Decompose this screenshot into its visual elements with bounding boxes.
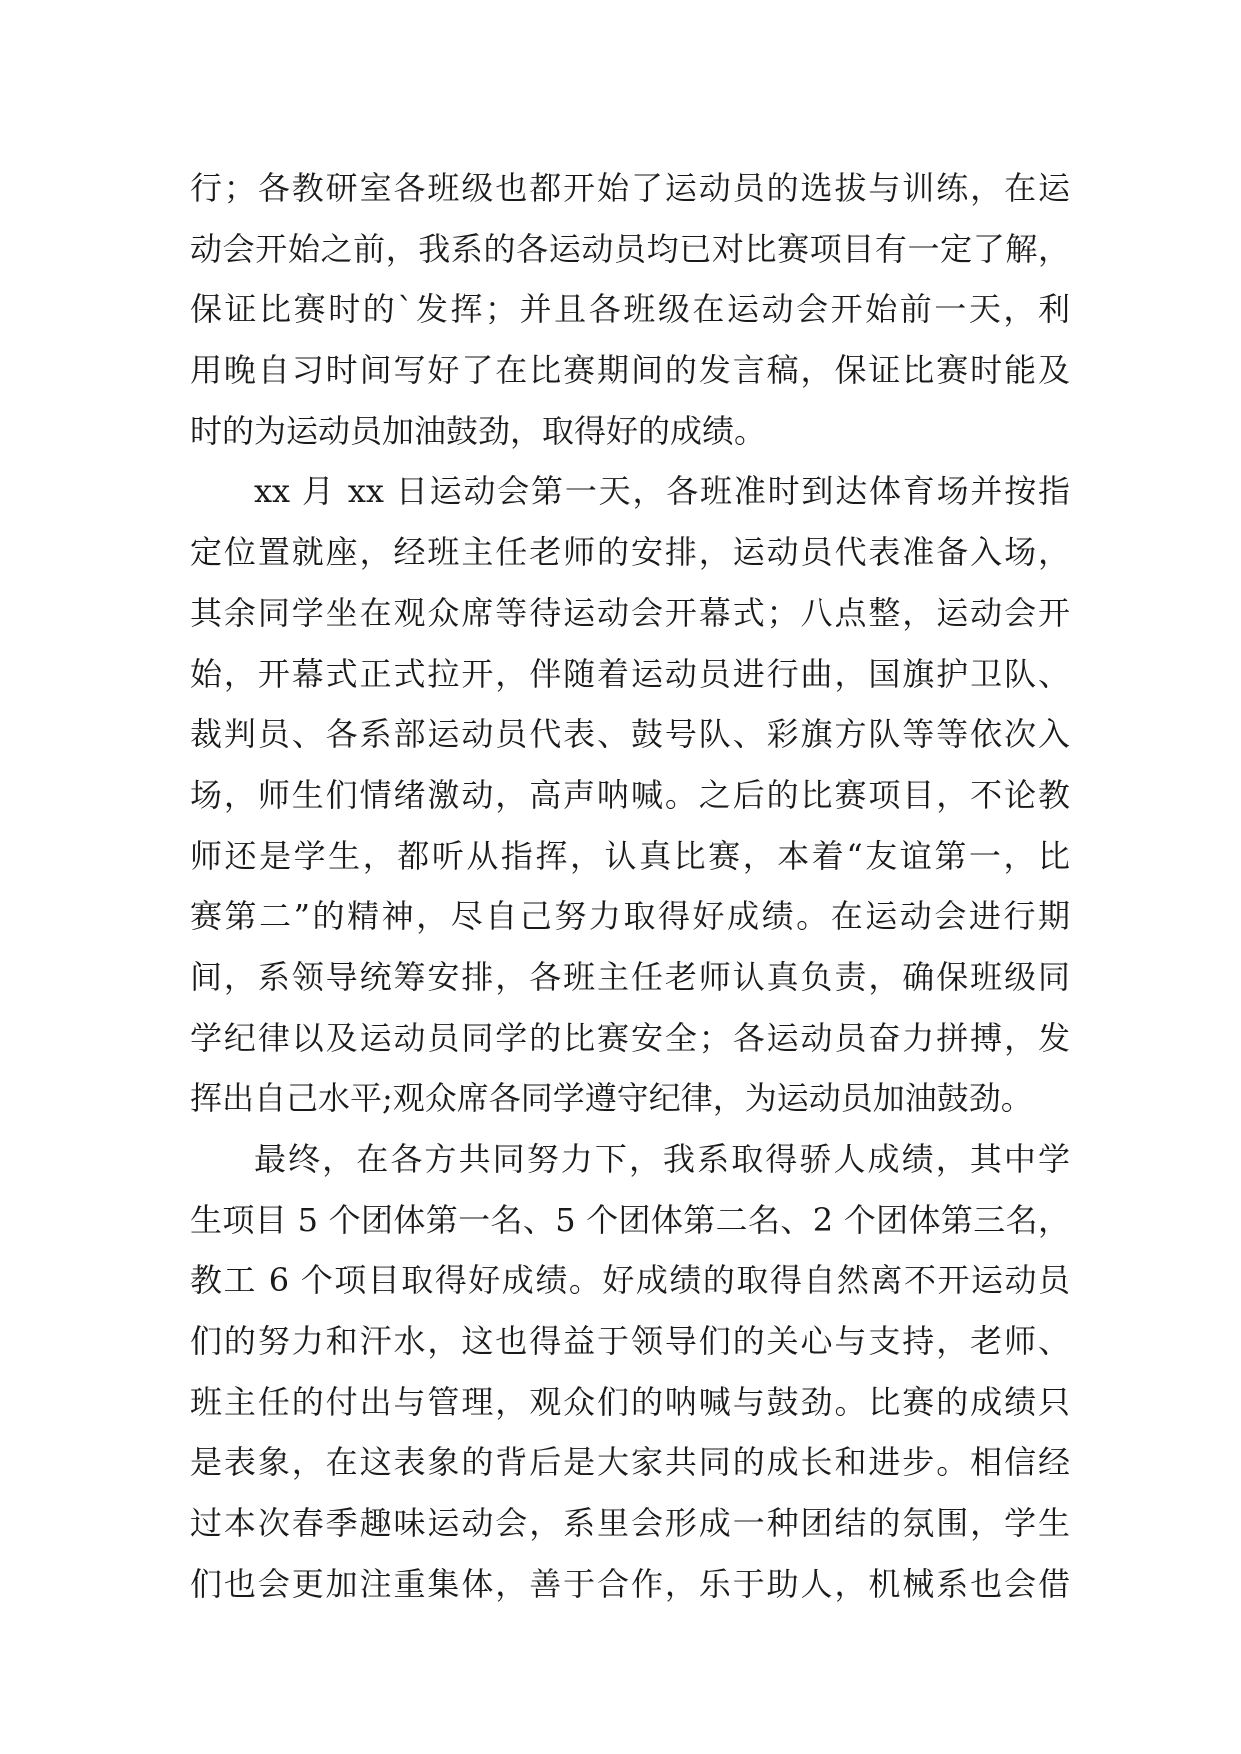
text-line: 生项目 5 个团体第一名、5 个团体第二名、2 个团体第三名， [190, 1200, 1070, 1239]
text-line: 班主任的付出与管理，观众们的呐喊与鼓劲。比赛的成绩只 [190, 1382, 1070, 1421]
text-line: 场，师生们情绪激动，高声呐喊。之后的比赛项目，不论教 [190, 775, 1070, 814]
text-line: 定位置就座，经班主任老师的安排，运动员代表准备入场， [190, 533, 1070, 572]
text-line: 们也会更加注重集体，善于合作，乐于助人，机械系也会借 [190, 1564, 1070, 1603]
text-line: 时的为运动员加油鼓劲，取得好的成绩。 [190, 411, 767, 450]
text-line: 其余同学坐在观众席等待运动会开幕式；八点整，运动会开 [190, 593, 1070, 632]
text-line: 学纪律以及运动员同学的比赛安全；各运动员奋力拼搏，发 [190, 1018, 1070, 1057]
text-line: 间，系领导统筹安排，各班主任老师认真负责，确保班级同 [190, 957, 1070, 996]
text-line: 保证比赛时的`发挥；并且各班级在运动会开始前一天，利 [190, 290, 1070, 329]
text-line: 用晚自习时间写好了在比赛期间的发言稿，保证比赛时能及 [190, 351, 1070, 390]
text-line: 师还是学生，都听从指挥，认真比赛，本着“友谊第一，比 [190, 836, 1070, 875]
text-line: 赛第二”的精神，尽自己努力取得好成绩。在运动会进行期 [190, 897, 1070, 936]
text-line: 过本次春季趣味运动会，系里会形成一种团结的氛围，学生 [190, 1504, 1070, 1543]
paragraph-1 [190, 158, 1070, 461]
text-line: 挥出自己水平;观众席各同学遵守纪律，为运动员加油鼓劲。 [190, 1079, 1033, 1118]
paragraph-2 [190, 461, 1070, 1129]
text-line: 是表象，在这表象的背后是大家共同的成长和进步。相信经 [190, 1443, 1070, 1482]
text-line: 们的努力和汗水，这也得益于领导们的关心与支持，老师、 [190, 1322, 1070, 1361]
text-line: 始，开幕式正式拉开，伴随着运动员进行曲，国旗护卫队、 [190, 654, 1070, 693]
text-line: 行；各教研室各班级也都开始了运动员的选拔与训练，在运 [190, 169, 1070, 207]
text-line: 最终，在各方共同努力下，我系取得骄人成绩，其中学 [254, 1140, 1070, 1178]
text-line: xx 月 xx 日运动会第一天，各班准时到达体育场并按指 [254, 472, 1070, 511]
text-line: 裁判员、各系部运动员代表、鼓号队、彩旗方队等等依次入 [190, 715, 1070, 754]
text-line: 动会开始之前，我系的各运动员均已对比赛项目有一定了解， [190, 229, 1070, 268]
text-line: 教工 6 个项目取得好成绩。好成绩的取得自然离不开运动员 [190, 1261, 1070, 1300]
paragraph-3 [190, 1129, 1070, 1615]
document-body [190, 158, 1070, 1615]
